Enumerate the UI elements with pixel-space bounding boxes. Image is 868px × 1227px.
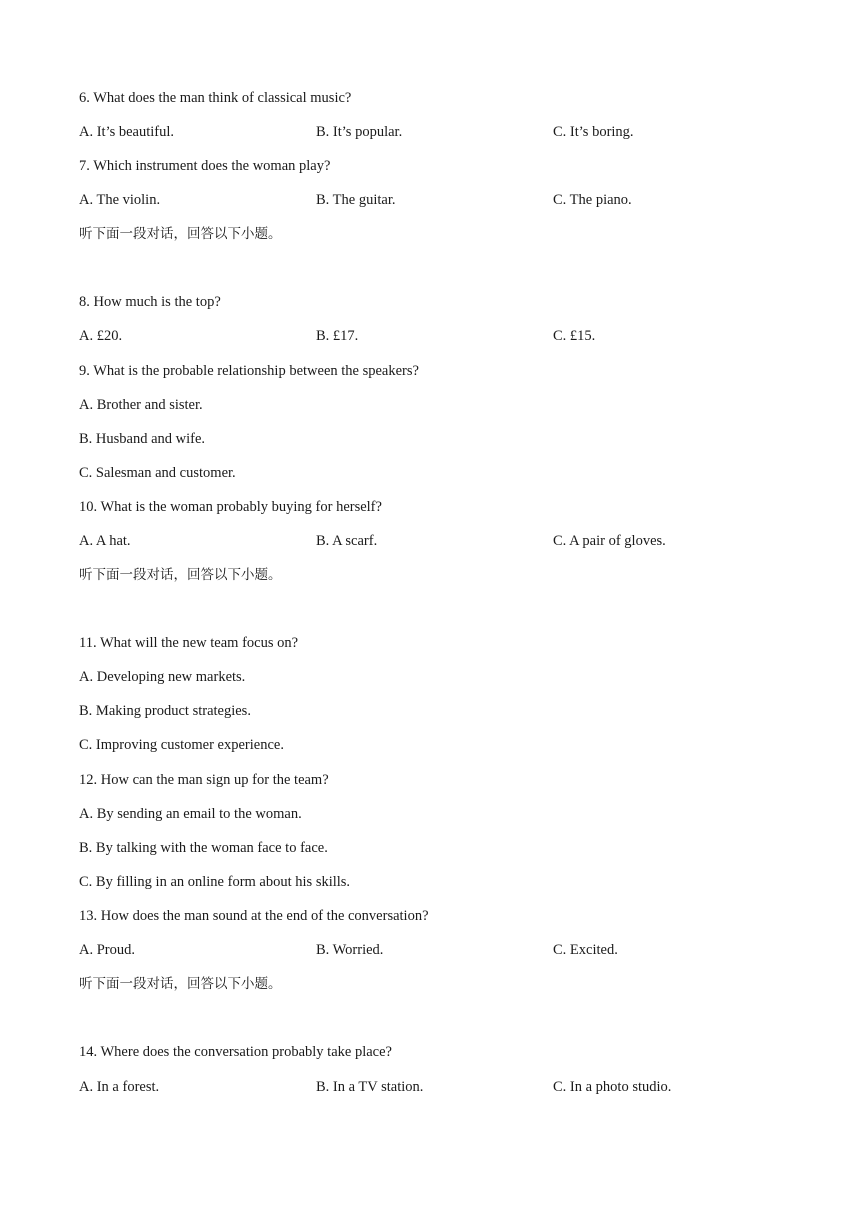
question-8: 8. How much is the top? [79, 294, 221, 310]
section-instruction: 听下面一段对话，回答以下小题。 [79, 226, 282, 242]
question-9: 9. What is the probable relationship between the speakers? [79, 363, 419, 379]
q14-option-a: A. In a forest. [79, 1079, 160, 1095]
q12-option-b: B. By talking with the woman face to face. [79, 840, 328, 856]
question-6: 6. What does the man think of classical music? [79, 90, 352, 106]
q6-option-b: B. It’s popular. [316, 124, 403, 140]
q14-option-b: B. In a TV station. [316, 1079, 424, 1095]
q14-option-c: C. In a photo studio. [553, 1079, 672, 1095]
q11-option-c: C. Improving customer experience. [79, 737, 284, 753]
question-13: 13. How does the man sound at the end of the conversation? [79, 908, 429, 924]
q7-option-a: A. The violin. [79, 192, 161, 208]
q12-option-c: C. By filling in an online form about his skills. [79, 874, 351, 890]
question-14: 14. Where does the conversation probably take place? [79, 1044, 392, 1060]
q6-option-c: C. It’s boring. [553, 124, 634, 140]
q10-option-a: A. A hat. [79, 533, 131, 549]
q8-option-a: A. £20. [79, 328, 123, 344]
q9-option-a: A. Brother and sister. [79, 397, 203, 413]
q11-option-b: B. Making product strategies. [79, 703, 251, 719]
question-7: 7. Which instrument does the woman play? [79, 158, 331, 174]
q8-option-c: C. £15. [553, 328, 596, 344]
q9-option-c: C. Salesman and customer. [79, 465, 236, 481]
q13-option-a: A. Proud. [79, 942, 135, 958]
q13-option-b: B. Worried. [316, 942, 384, 958]
q10-option-c: C. A pair of gloves. [553, 533, 666, 549]
section-instruction: 听下面一段对话，回答以下小题。 [79, 567, 282, 583]
question-11: 11. What will the new team focus on? [79, 635, 299, 651]
question-10: 10. What is the woman probably buying for herself? [79, 499, 382, 515]
section-instruction: 听下面一段对话，回答以下小题。 [79, 976, 282, 992]
q7-option-c: C. The piano. [553, 192, 632, 208]
q13-option-c: C. Excited. [553, 942, 618, 958]
q11-option-a: A. Developing new markets. [79, 669, 246, 685]
q9-option-b: B. Husband and wife. [79, 431, 206, 447]
q12-option-a: A. By sending an email to the woman. [79, 806, 302, 822]
q7-option-b: B. The guitar. [316, 192, 396, 208]
q10-option-b: B. A scarf. [316, 533, 378, 549]
q8-option-b: B. £17. [316, 328, 359, 344]
q6-option-a: A. It’s beautiful. [79, 124, 175, 140]
question-12: 12. How can the man sign up for the team? [79, 772, 329, 788]
